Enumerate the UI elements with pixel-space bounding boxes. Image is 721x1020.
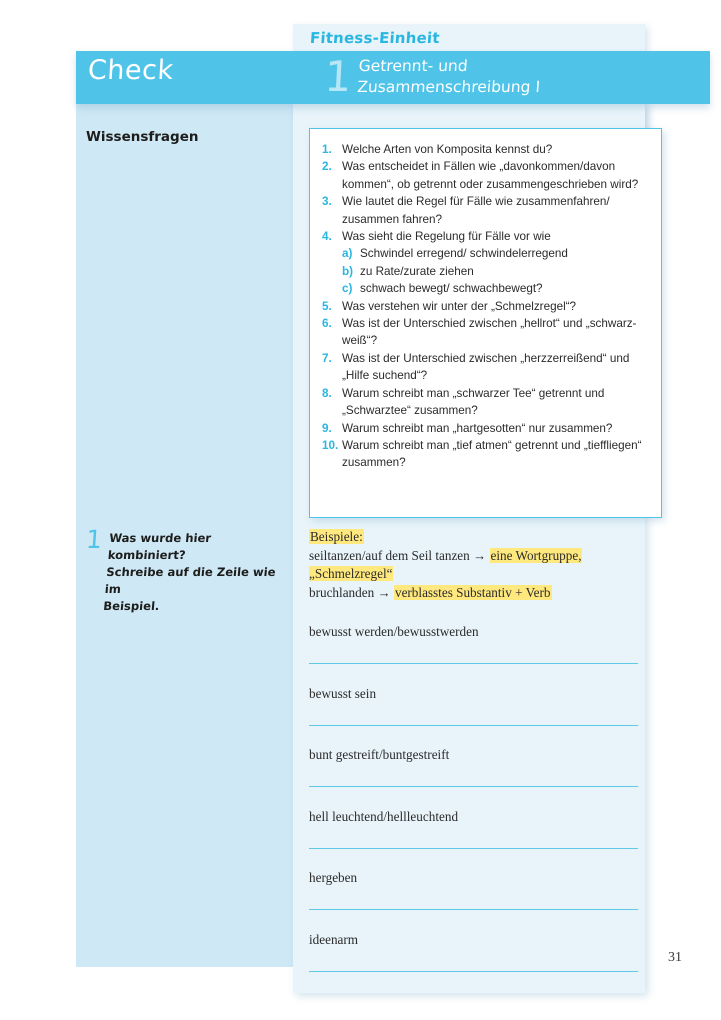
question-text: Warum schreibt man „tief atmen“ getrennt und „tieffliegen“ zusammen? bbox=[342, 438, 642, 470]
question-row bbox=[322, 437, 647, 472]
question-text: Was entscheidet in Fällen wie „davonkommen/davon kommen“, ob getrennt oder zusammengeschrieben wird? bbox=[342, 160, 639, 191]
question-subitem bbox=[342, 263, 647, 280]
question-row bbox=[322, 350, 647, 385]
question-subitem-list bbox=[322, 245, 647, 297]
question-number: 7. bbox=[322, 351, 332, 365]
question-text: Warum schreibt man „schwarzer Tee“ getrennt und „Schwarztee“ zusammen? bbox=[342, 386, 605, 418]
question-row bbox=[322, 141, 647, 158]
subitem-letter: b) bbox=[342, 264, 354, 278]
answer-writing-line[interactable] bbox=[309, 663, 638, 664]
question-number: 6. bbox=[322, 317, 332, 331]
question-row bbox=[322, 315, 647, 350]
exercise-item bbox=[309, 620, 638, 682]
exercise-items bbox=[309, 620, 638, 989]
subitem-letter: a) bbox=[342, 247, 353, 261]
question-list bbox=[310, 129, 661, 472]
knowledge-questions-box bbox=[309, 128, 662, 518]
example-1-highlight: eine Wortgruppe, „Schmelzregel“ bbox=[309, 547, 582, 582]
question-row bbox=[322, 158, 647, 193]
subitem-text: schwach bewegt/ schwachbewegt? bbox=[360, 282, 543, 296]
subitem-text: Schwindel erregend/ schwindelerregend bbox=[360, 247, 568, 261]
question-item bbox=[322, 315, 647, 350]
question-row bbox=[322, 385, 647, 420]
question-subitem bbox=[342, 245, 647, 262]
example-2-plain: bruchlanden → bbox=[309, 584, 394, 600]
exercise-word: bewusst werden/bewusstwerden bbox=[309, 624, 479, 639]
question-number: 2. bbox=[322, 160, 332, 174]
unit-title: Getrennt- und Zusammenschreibung I bbox=[356, 57, 541, 96]
answer-writing-line[interactable] bbox=[309, 909, 638, 910]
check-title: Check bbox=[87, 55, 175, 86]
exercise-item bbox=[309, 928, 638, 990]
page-number: 31 bbox=[668, 950, 682, 965]
example-line-2 bbox=[309, 584, 649, 603]
question-text: Was sieht die Regelung für Fälle vor wie bbox=[342, 230, 551, 244]
question-item bbox=[322, 298, 647, 315]
exercise-item bbox=[309, 743, 638, 805]
question-text: Was ist der Unterschied zwischen „herzzerreißend“ und „Hilfe suchend“? bbox=[342, 351, 630, 383]
exercise-word: bunt gestreift/buntgestreift bbox=[309, 747, 450, 762]
example-line-1 bbox=[309, 547, 649, 584]
example-2-highlight: verblasstes Substantiv + Verb bbox=[394, 584, 551, 600]
example-1-plain: seiltanzen/auf dem Seil tanzen → bbox=[309, 547, 490, 563]
examples-label: Beispiele: bbox=[310, 529, 363, 544]
question-number: 5. bbox=[322, 299, 332, 313]
exercise-word: bewusst sein bbox=[309, 685, 377, 701]
exercise-item bbox=[309, 805, 638, 867]
exercise-word: hell leuchtend/hellleuchtend bbox=[309, 808, 459, 824]
answer-writing-line[interactable] bbox=[309, 786, 638, 787]
subitem-text: zu Rate/zurate ziehen bbox=[360, 264, 474, 278]
question-text: Wie lautet die Regel für Fälle wie zusammenfahren/ zusammen fahren? bbox=[342, 195, 610, 226]
question-number: 4. bbox=[322, 230, 332, 244]
exercise-word: hergeben bbox=[309, 870, 358, 885]
task-block bbox=[85, 525, 286, 615]
exercise-word: ideenarm bbox=[309, 931, 359, 947]
question-item bbox=[322, 385, 647, 420]
question-item bbox=[322, 193, 647, 228]
question-row bbox=[322, 228, 647, 245]
question-text: Welche Arten von Komposita kennst du? bbox=[342, 143, 553, 156]
answer-writing-line[interactable] bbox=[309, 971, 638, 972]
answer-writing-line[interactable] bbox=[309, 725, 638, 726]
question-subitem bbox=[342, 280, 647, 297]
subitem-letter: c) bbox=[342, 282, 353, 296]
exercise-item bbox=[309, 682, 638, 744]
question-text: Was ist der Unterschied zwischen „hellrot“ und „schwarz-weiß“? bbox=[342, 317, 637, 348]
question-number: 9. bbox=[322, 421, 332, 435]
sidebar-heading: Wissensfragen bbox=[86, 129, 199, 145]
question-number: 1. bbox=[322, 143, 332, 156]
question-item bbox=[322, 141, 647, 158]
question-item bbox=[322, 228, 647, 298]
question-number: 8. bbox=[322, 386, 332, 400]
question-item bbox=[322, 420, 647, 437]
question-text: Was verstehen wir unter der „Schmelzregel“? bbox=[342, 299, 577, 313]
examples-block bbox=[309, 528, 649, 602]
fitness-unit-label: Fitness-Einheit bbox=[309, 29, 441, 47]
task-instruction: Was wurde hier kombiniert? Schreibe auf die Zeile wie im Beispiel. bbox=[102, 531, 277, 613]
question-number: 3. bbox=[322, 195, 332, 209]
question-row bbox=[322, 420, 647, 437]
unit-number: 1 bbox=[323, 52, 353, 101]
question-row bbox=[322, 193, 647, 228]
question-item bbox=[322, 158, 647, 193]
task-number: 1 bbox=[85, 525, 103, 554]
answer-writing-line[interactable] bbox=[309, 848, 638, 849]
question-number: 10. bbox=[322, 438, 339, 452]
question-item bbox=[322, 437, 647, 472]
question-row bbox=[322, 298, 647, 315]
exercise-item bbox=[309, 866, 638, 928]
question-text: Warum schreibt man „hartgesotten“ nur zusammen? bbox=[342, 421, 613, 435]
question-item bbox=[322, 350, 647, 385]
examples-label-line bbox=[309, 528, 649, 547]
